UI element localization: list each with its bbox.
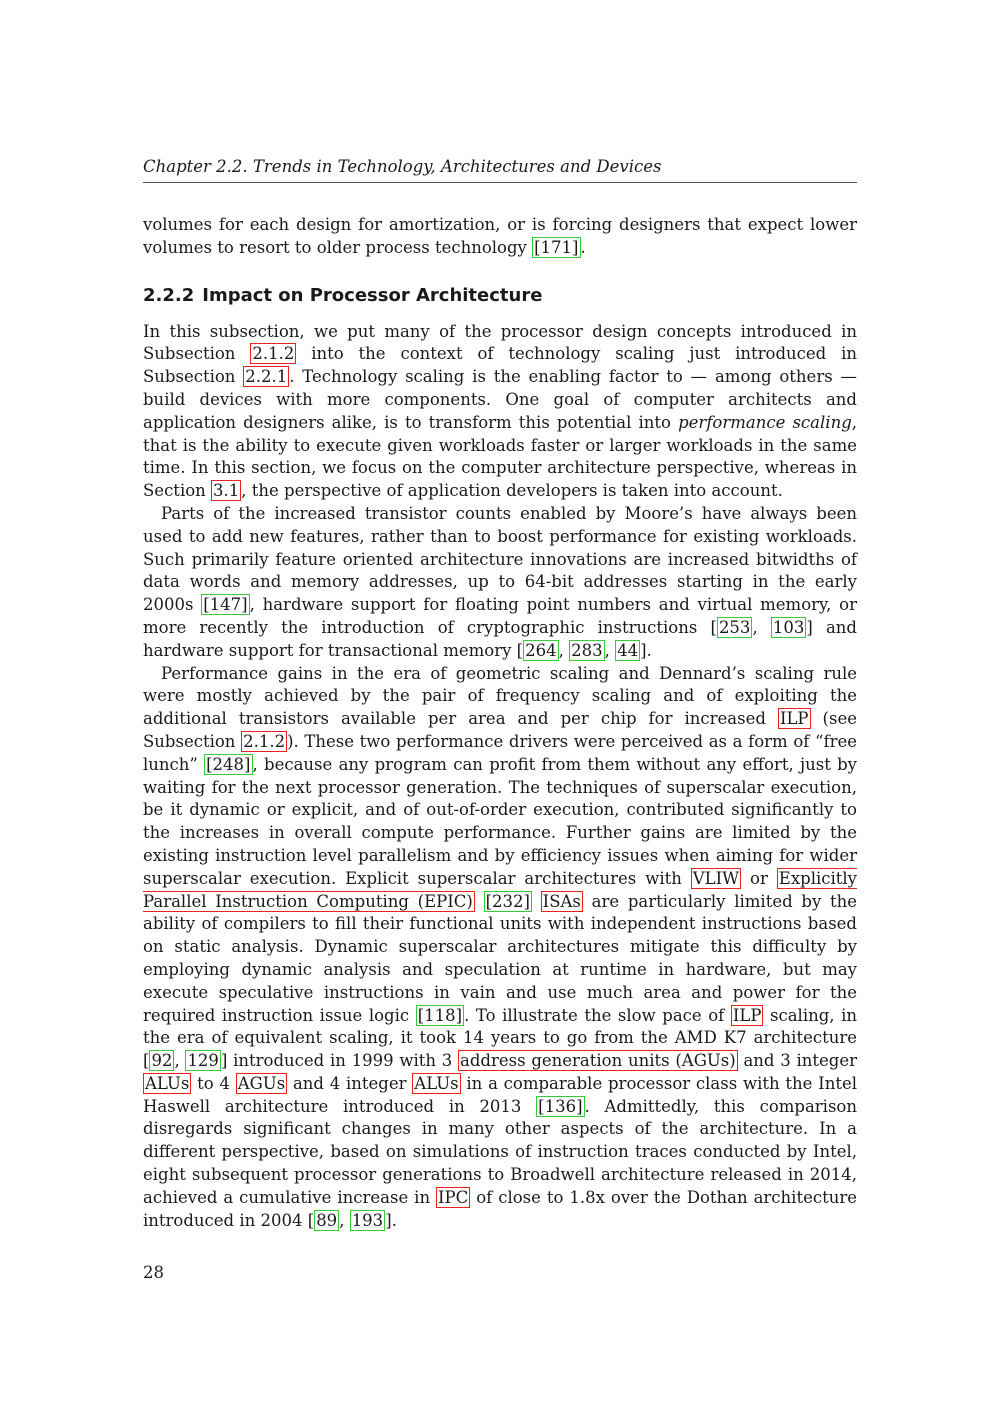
text-run: , that is the ability to execute given workloads faster or larger workloads in the same time. In this section, we focus on the computer architecture perspective, whereas in Section	[143, 412, 858, 501]
citation-link[interactable]: 264	[525, 640, 557, 660]
citation-link[interactable]: [232]	[485, 891, 530, 911]
text-run: of close to 1.8x over the Dothan architecture introduced in 2004 [	[143, 1187, 857, 1230]
emphasis-text: performance scaling	[678, 412, 852, 432]
acronym-link[interactable]: ISAs	[542, 891, 581, 911]
citation-link[interactable]: [171]	[534, 237, 579, 257]
text-run: to 4	[191, 1073, 236, 1093]
citation-link[interactable]: [136]	[538, 1096, 583, 1116]
paragraph-2	[143, 503, 857, 663]
text-run: ].	[385, 1210, 397, 1230]
text-run: in a comparable processor class with the Intel Haswell architecture introduced in 2013	[143, 1073, 857, 1116]
text-run: are particularly limited by the ability of compilers to fill their functional units with independent instructions based on static analysis. Dynamic superscalar architectures mitigate this difficulty by employing dynamic analysis and speculation at runtime in hardware, but may execute speculative instructions in vain and use much area and power for the required instruction issue logic	[143, 891, 858, 1025]
text-run: ].	[640, 640, 652, 660]
text-run: ,	[752, 617, 771, 637]
citation-link[interactable]: [248]	[206, 754, 251, 774]
citation-link[interactable]: 253	[718, 617, 751, 637]
body-text	[143, 214, 857, 1232]
text-run: into the context of technology scaling just introduced in Subsection	[143, 344, 857, 387]
text-run	[475, 892, 484, 911]
text-run: or	[741, 868, 777, 888]
subsection-link[interactable]: 2.1.2	[252, 344, 295, 364]
text-run: Performance gains in the era of geometric scaling and Dennard’s scaling rule were mostly achieved by the pair of frequency scaling and of exploiting the additional transistors available per area and per chip for increased	[143, 663, 857, 729]
acronym-link[interactable]: ILP	[779, 709, 809, 729]
text-run	[532, 892, 541, 911]
acronym-link[interactable]: AGUs	[237, 1073, 286, 1093]
text-run: . Admittedly, this comparison disregards significant changes in many other aspects of the architecture. In a different perspective, based on simulations of instruction traces conducted by Intel, eight subsequent processor generations to Broadwell architecture released in 2014, achieved a cumulative increase in	[143, 1096, 857, 1207]
acronym-link[interactable]: ALUs	[414, 1073, 459, 1093]
text-run: , because any program can profit from them without any effort, just by waiting for the next processor generation. The techniques of superscalar execution, be it dynamic or explicit, and of out-of-order execution, contributed significantly to the increases in overall compute performance. Further gains are limited by the existing instruction level parallelism and by efficiency issues when aiming for wider superscalar execution. Explicit superscalar architectures with	[143, 754, 857, 888]
text-run: and 4 integer	[287, 1073, 413, 1093]
paragraph-1	[143, 321, 857, 503]
citation-link[interactable]: 92	[151, 1051, 173, 1071]
section-link[interactable]: 3.1	[213, 481, 240, 501]
citation-link[interactable]: 193	[351, 1210, 384, 1230]
citation-link[interactable]: 44	[617, 640, 639, 660]
acronym-link[interactable]: ALUs	[145, 1073, 190, 1093]
acronym-link[interactable]: ILP	[732, 1005, 762, 1025]
acronym-link[interactable]: VLIW	[692, 868, 740, 888]
subsection-link[interactable]: 2.1.2	[243, 731, 286, 751]
running-head: Chapter 2.2. Trends in Technology, Architectures and Devices	[143, 156, 857, 183]
page-number: 28	[143, 1263, 164, 1282]
text-run: ,	[174, 1051, 186, 1071]
text-run: In this subsection, we put many of the processor design concepts introduced in Subsection	[143, 321, 857, 364]
paragraph-3	[143, 663, 857, 1233]
subsection-link[interactable]: 2.2.1	[245, 367, 288, 387]
text-run: Parts of the increased transistor counts enabled by Moore’s have always been used to add new features, rather than to boost performance for existing workloads. Such primarily feature oriented architecture innovations are increased bitwidths of data words and memory addresses, up to 64-bit addresses starting in the early 2000s	[143, 503, 857, 615]
section-heading	[143, 284, 857, 308]
text-run: ,	[558, 640, 570, 660]
acronym-link[interactable]: Explicitly Parallel Instruction Computing (EPIC)	[143, 868, 857, 911]
text-run: and 3 integer	[737, 1051, 857, 1071]
intro-paragraph	[143, 214, 857, 260]
text-run: , the perspective of application developers is taken into account.	[241, 481, 783, 501]
text-run: . Technology scaling is the enabling factor to — among others — build devices with more components. One goal of computer architects and application designers alike, is to transform this potential into	[143, 367, 857, 432]
text-run: ] and hardware support for transactional memory [	[143, 617, 857, 660]
text-run: ,	[339, 1210, 350, 1230]
text-run: ). These two performance drivers were perceived as a form of “free lunch”	[143, 731, 857, 774]
text-run: scaling, in the era of equivalent scaling, it took 14 years to go from the AMD K7 architecture [	[143, 1005, 857, 1071]
acronym-link[interactable]: address generation units (AGUs)	[460, 1051, 736, 1071]
citation-link[interactable]: 103	[772, 617, 805, 637]
text-run: ,	[604, 640, 616, 660]
citation-link[interactable]: [118]	[417, 1005, 463, 1025]
text-run: . To illustrate the slow pace of	[464, 1005, 731, 1025]
acronym-link[interactable]: IPC	[438, 1187, 469, 1207]
citation-link[interactable]: 129	[187, 1051, 219, 1071]
citation-link[interactable]: 283	[571, 640, 603, 660]
citation-link[interactable]: 89	[316, 1210, 338, 1230]
text-run: , hardware support for floating point numbers and virtual memory, or more recently the introduction of cryptographic instructions [	[143, 595, 857, 637]
text-run: (see Subsection	[143, 709, 857, 751]
text-run: ] introduced in 1999 with 3	[220, 1051, 459, 1071]
citation-link[interactable]: [147]	[203, 595, 248, 615]
section-number: 2.2.2	[143, 284, 195, 306]
text-run: .	[580, 237, 586, 257]
text-run: volumes for each design for amortization, or is forcing designers that expect lower volumes to resort to older process technology	[143, 215, 857, 257]
section-title: Impact on Processor Architecture	[202, 284, 543, 306]
